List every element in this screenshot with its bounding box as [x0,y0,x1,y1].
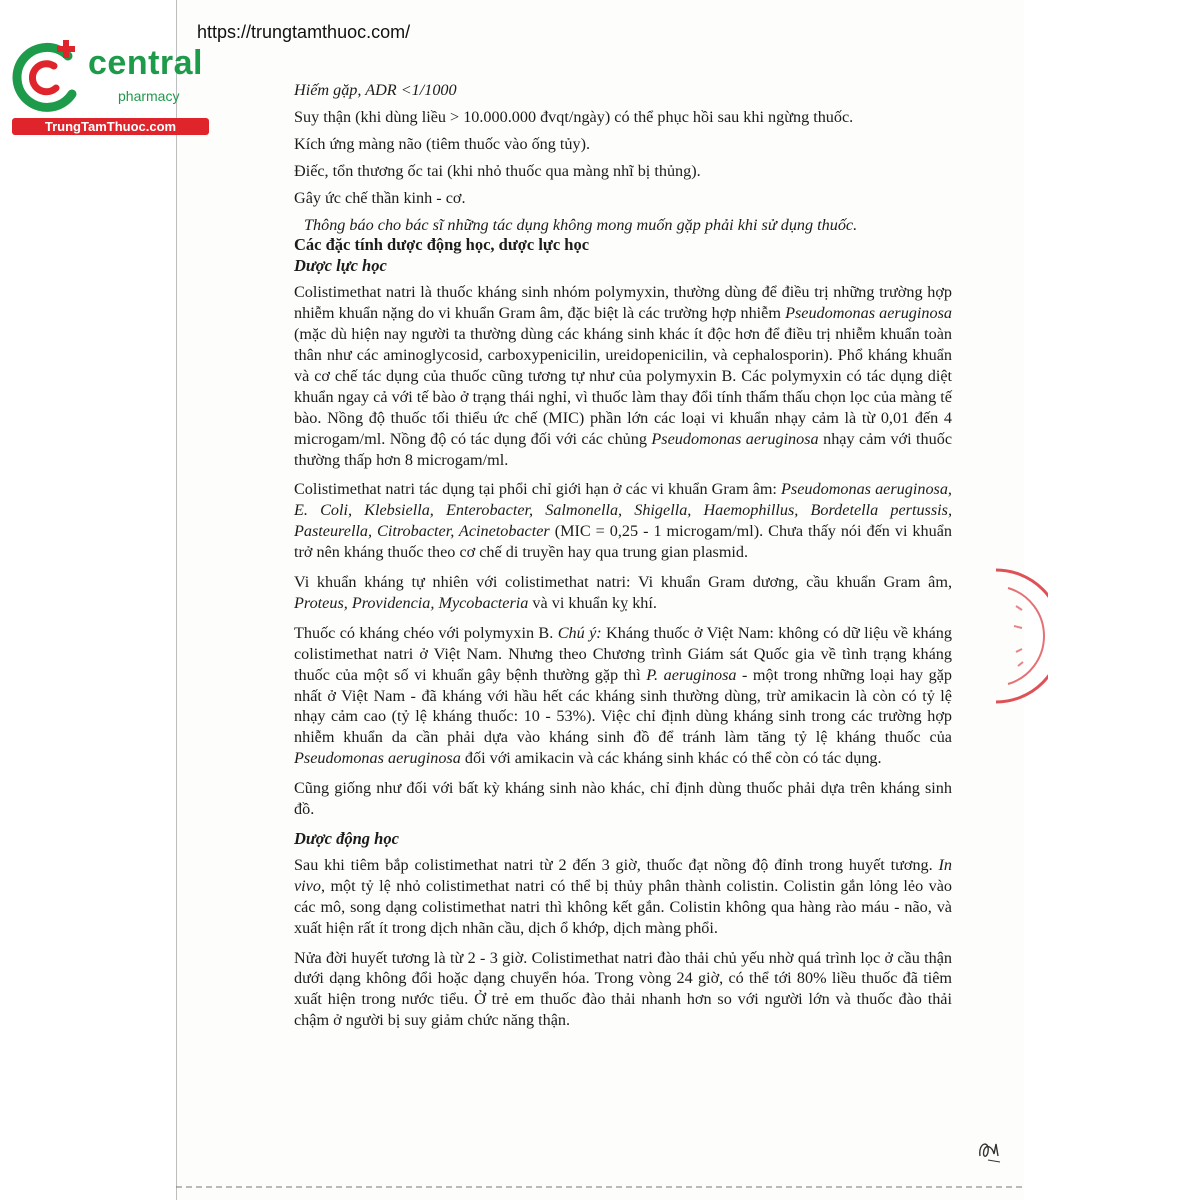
right-margin [1024,0,1200,1200]
left-margin [0,0,176,1200]
pk-paragraph-2: Nửa đời huyết tương là từ 2 - 3 giờ. Colistimethat natri đào thải chủ yếu nhờ quá trình lọc ở cầu thận dưới dạng không đổi hoặc dạng chuyển hóa. Trong vòng 24 giờ, có thể tới 80% liều thuốc đã tiêm xuất hiện trong nước tiểu. Ở trẻ em thuốc đào thải nhanh hơn so với người lớn và thuốc đào thải chậm ở người bị suy giảm chức năng thận. [294,948,952,1030]
pharmacodynamics-heading: Dược lực học [294,256,387,276]
logo-banner[interactable]: TrungTamThuoc.com [12,118,209,135]
pd-paragraph-2: Colistimethat natri tác dụng tại phổi chỉ giới hạn ở các vi khuẩn Gram âm: Pseudomonas aeruginosa, E. Coli, Klebsiella, Enterobacter, Salmonella, Shigella, Haemophillus, Bordetella pertussis, Pasteurella, Citrobacter, Acinetobacter (MIC = 0,25 - 1 microgam/ml). Chưa thấy nói đến vi khuẩn trở nên kháng thuốc theo cơ chế di truyền hay qua trung gian plasmid. [294,480,952,562]
pharmacokinetics-heading: Dược động học [294,829,399,848]
rare-item: Gây ức chế thần kinh - cơ. [294,188,466,207]
rare-item: Điếc, tổn thương ốc tai (khi nhỏ thuốc qua màng nhĩ bị thủng). [294,161,701,180]
pd-paragraph-4: Thuốc có kháng chéo với polymyxin B. Chú ý: Kháng thuốc ở Việt Nam: không có dữ liệu về kháng colistimethat natri ở Việt Nam. Nhưng theo Chương trình Giám sát Quốc gia về tình trạng kháng thuốc của một số vi khuẩn gây bệnh thường gặp thì P. aeruginosa - một trong những loại hay gặp nhất ở Việt Nam - đã kháng với hầu hết các kháng sinh thường dùng, trừ amikacin là còn có tỷ lệ nhạy cảm cao (tỷ lệ kháng thuốc: 10 - 53%). Việc chỉ định dùng kháng sinh trong các trường hợp nhiễm khuẩn da cần phải dựa vào kháng sinh đồ để tránh làm tăng tỷ lệ kháng thuốc của Pseudomonas aeruginosa đối với amikacin và các kháng sinh khác có thể còn có tác dụng. [294,623,952,768]
rare-item: Suy thận (khi dùng liều > 10.000.000 đvqt/ngày) có thể phục hồi sau khi ngừng thuốc. [294,107,854,126]
seal-stamp-icon [988,566,1048,706]
pk-paragraph-1: Sau khi tiêm bắp colistimethat natri từ 2 đến 3 giờ, thuốc đạt nồng độ đỉnh trong huyết tương. In vivo, một tỷ lệ nhỏ colistimethat natri có thể bị thủy phân thành colistin. Colistin gắn lỏng lẻo vào các mô, song dạng colistimethat natri thì không kết gắn. Colistin không qua hàng rào máu - não, và xuất hiện rất ít trong dịch nhãn cầu, dịch ổ khớp, dịch màng phổi. [294,855,952,937]
notice-text: Thông báo cho bác sĩ những tác dụng không mong muốn gặp phải khi sử dụng thuốc. [304,215,858,234]
rare-adr-heading: Hiếm gặp, ADR <1/1000 [294,81,457,99]
document-content [294,80,952,1031]
pd-paragraph-1: Colistimethat natri là thuốc kháng sinh nhóm polymyxin, thường dùng để điều trị những trường hợp nhiễm khuẩn nặng do vi khuẩn Gram âm, đặc biệt là các trường hợp nhiễm Pseudomonas aeruginosa (mặc dù hiện nay người ta thường dùng các kháng sinh khác ít độc hơn để điều trị nhiễm khuẩn toàn thân như các aminoglycosid, carboxypenicilin, ureidopenicilin, và cephalosporin). Phổ kháng khuẩn và cơ chế tác dụng của thuốc cũng tương tự như của polymyxin B. Các polymyxin có tác dụng diệt khuẩn ngay cả với tế bào ở trạng thái nghỉ, vì thuốc làm thay đổi tính thấm thấu chọn lọc của màng tế bào. Nồng độ thuốc tối thiểu ức chế (MIC) phần lớn các loại vi khuẩn nhạy cảm là từ 0,01 đến 4 microgam/ml. Nồng độ có tác dụng đối với các chủng Pseudomonas aeruginosa nhạy cảm với thuốc thường thấp hơn 8 microgam/ml. [294,283,953,469]
logo-name: central [88,44,203,82]
bottom-edge [176,1186,1024,1188]
pd-paragraph-5: Cũng giống như đối với bất kỳ kháng sinh nào khác, chỉ định dùng thuốc phải dựa trên kháng sinh đồ. [294,779,952,819]
logo-c-icon [10,36,90,116]
logo-subtitle: pharmacy [118,88,180,104]
source-url[interactable]: https://trungtamthuoc.com/ [197,22,411,42]
handwritten-initials-icon [976,1136,1006,1166]
pd-paragraph-3: Vi khuẩn kháng tự nhiên với colistimethat natri: Vi khuẩn Gram dương, cầu khuẩn Gram âm, Proteus, Providencia, Mycobacteria và vi khuẩn kỵ khí. [294,573,952,612]
rare-item: Kích ứng màng não (tiêm thuốc vào ống tủy). [294,134,591,153]
section-heading: Các đặc tính dược động học, dược lực học [294,235,590,255]
